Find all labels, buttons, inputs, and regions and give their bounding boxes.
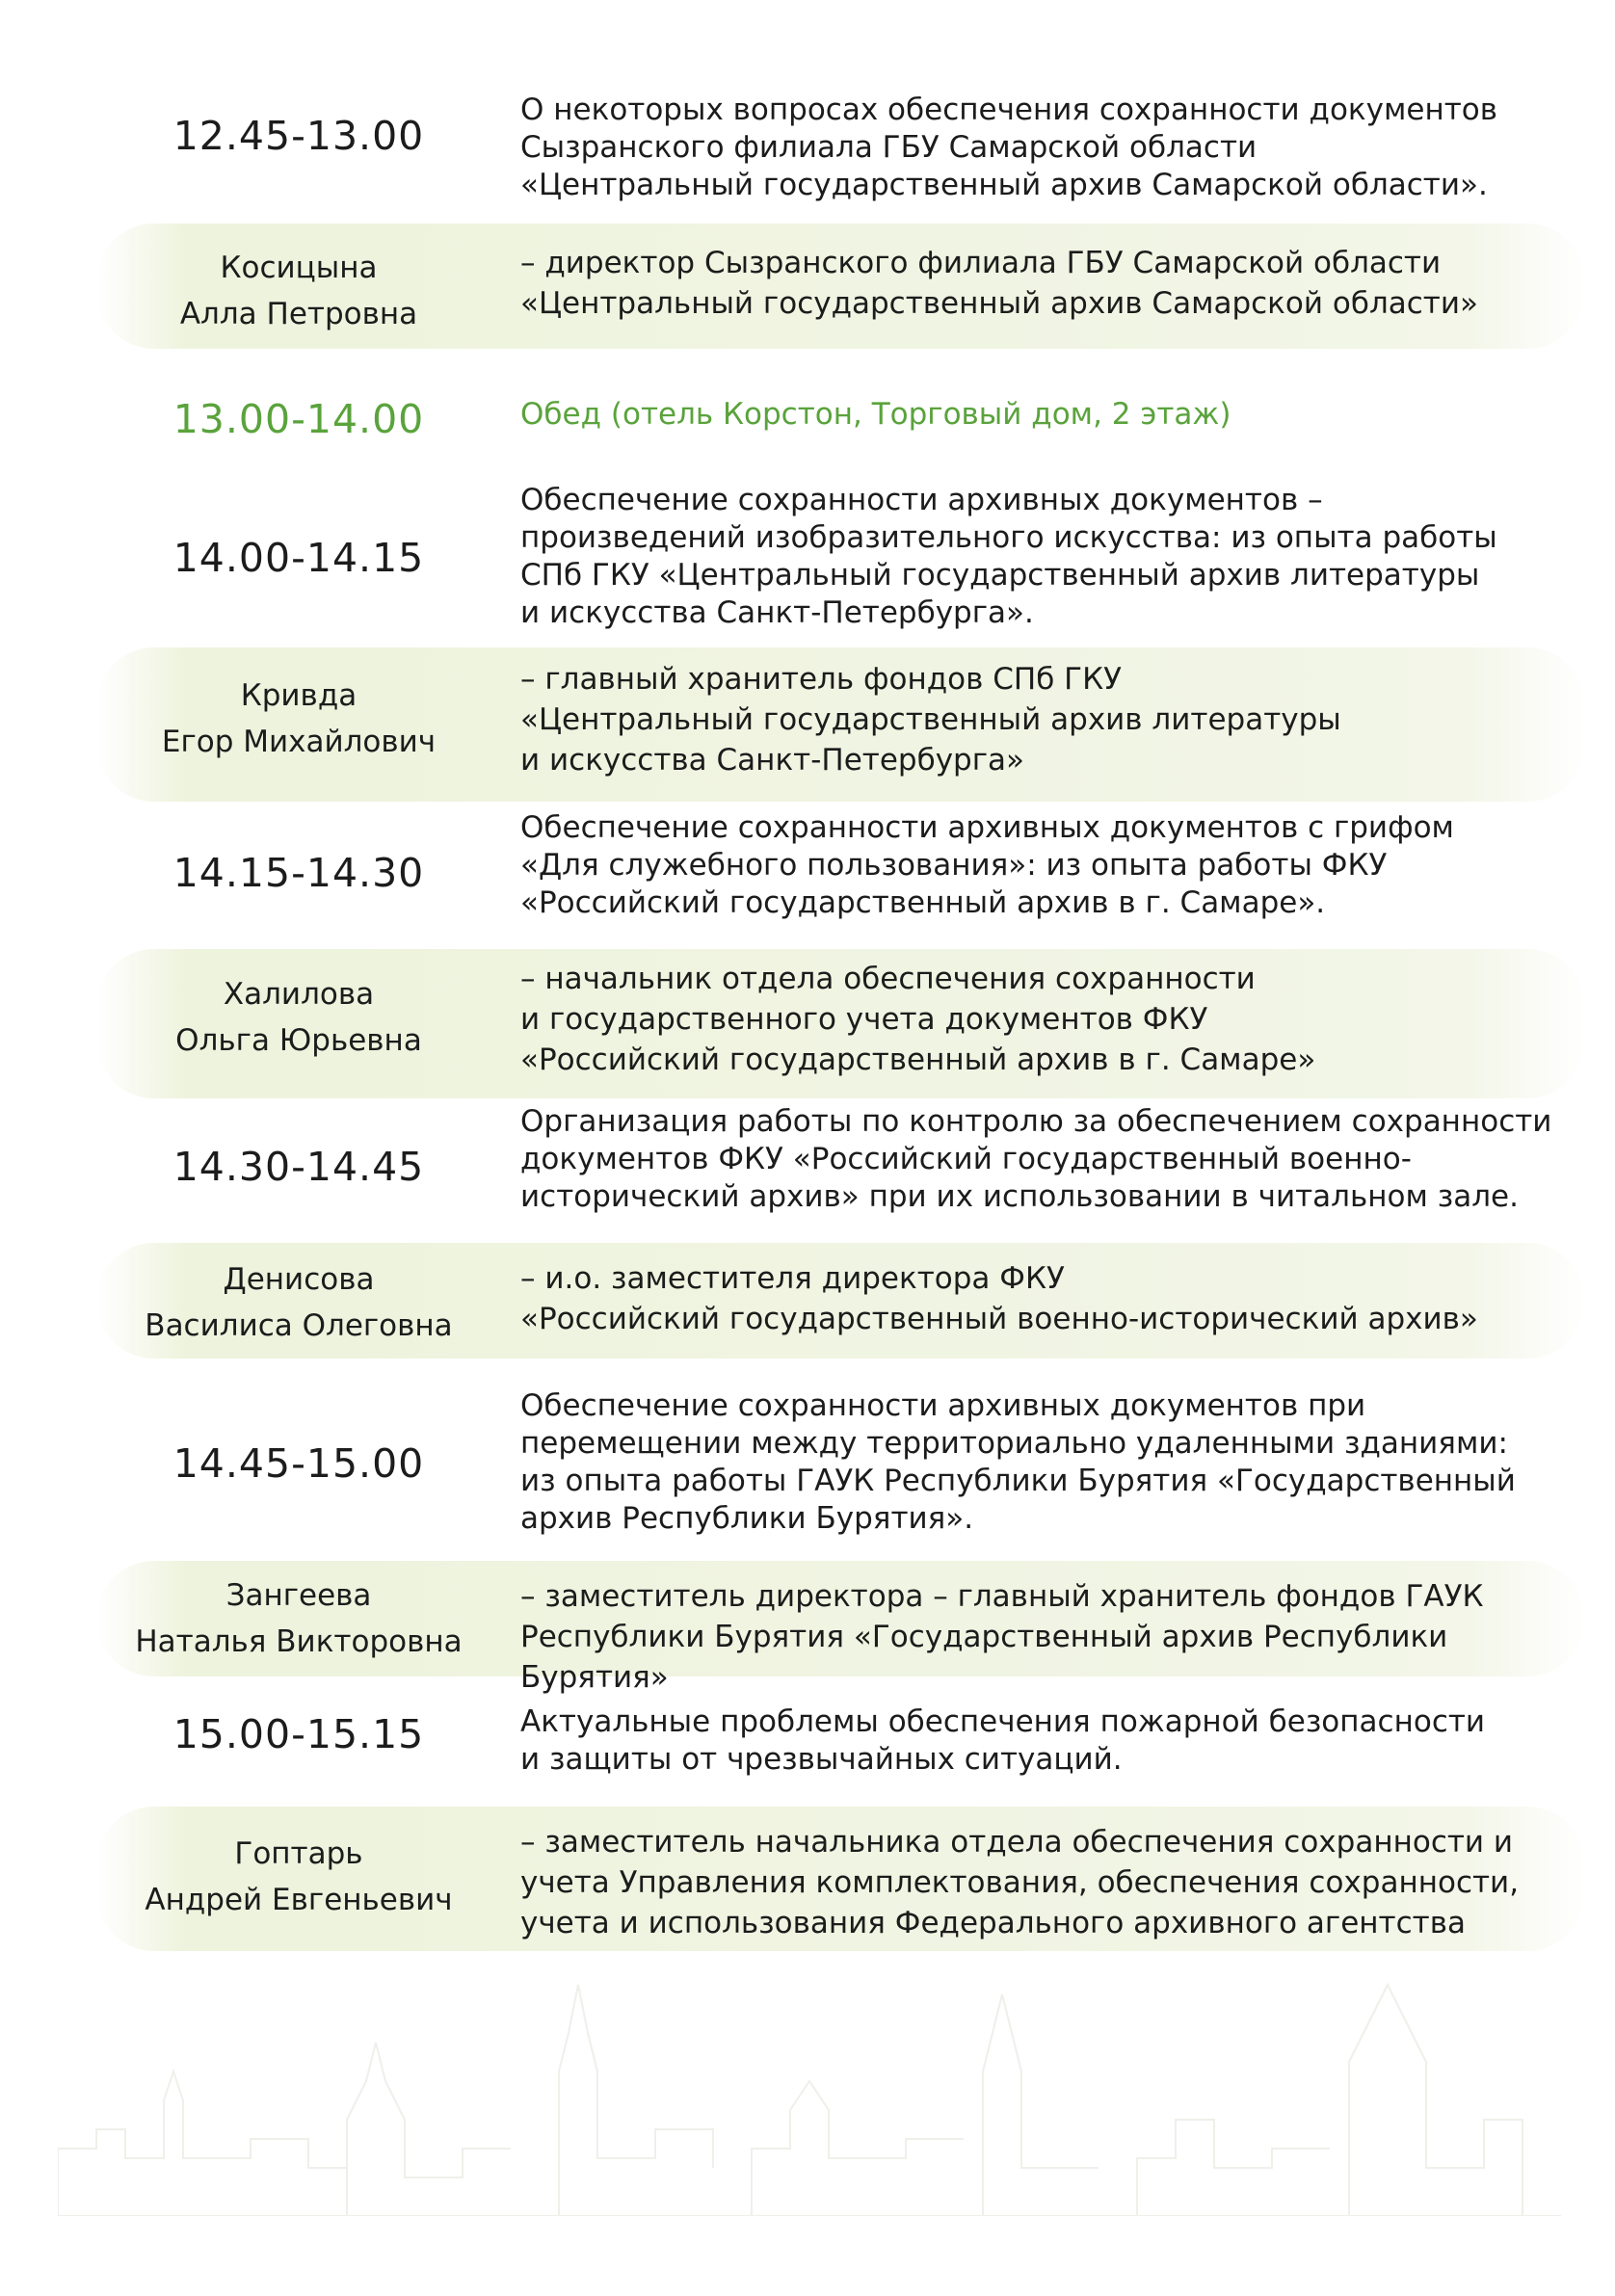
text-line: учета Управления комплектования, обеспечения сохранности, [520,1865,1520,1900]
text-line: Обеспечение сохранности архивных документов – [520,483,1323,517]
text-line: и искусства Санкт-Петербурга». [520,595,1034,630]
speaker-position [520,1576,1600,1698]
text-line: «Для служебного пользования»: из опыта работы ФКУ [520,848,1388,883]
speaker-surname: Халилова [223,977,375,1012]
text-line: и государственного учета документов ФКУ [520,1002,1208,1037]
speaker-position [520,659,1600,780]
schedule-row-talk [96,92,1585,226]
text-line: «Центральный государственный архив Самарской области». [520,168,1488,202]
text-line: Обеспечение сохранности архивных документов с грифом [520,810,1454,845]
time-slot: 14.15-14.30 [172,850,425,896]
speaker-given-name: Андрей Евгеньевич [145,1883,453,1917]
text-line: – заместитель начальника отдела обеспечения сохранности и [520,1825,1514,1860]
time-slot: 14.45-15.00 [172,1440,425,1487]
schedule-row-talk [96,1387,1585,1556]
break-description [520,396,1600,434]
text-line: произведений изобразительного искусства: из опыта работы [520,520,1497,555]
text-line: «Российский государственный военно-исторический архив» [520,1302,1478,1336]
speaker-surname: Косицына [220,251,378,285]
text-line: Республики Бурятия «Государственный архив Республики Бурятия» [520,1620,1448,1695]
text-line: Сызранского филиала ГБУ Самарской области [520,130,1258,165]
text-line: – директор Сызранского филиала ГБУ Самарской области [520,246,1442,280]
speaker-name [125,673,472,765]
speaker-position [520,959,1600,1080]
time-slot: 14.00-14.15 [172,535,425,581]
text-line: О некоторых вопросах обеспечения сохранности документов [520,92,1498,127]
speaker-position [520,1258,1600,1339]
schedule-row-speaker [96,224,1585,349]
speaker-given-name: Алла Петровна [179,297,418,331]
time-slot: 12.45-13.00 [172,113,425,159]
speaker-name [125,1256,472,1349]
talk-description [520,92,1600,204]
speaker-name [125,1831,472,1923]
talk-description [520,1103,1600,1216]
speaker-position [520,243,1600,324]
speaker-surname: Зангеева [225,1578,372,1613]
speaker-given-name: Егор Михайлович [161,725,437,759]
speaker-surname: Денисова [223,1262,375,1297]
schedule-row-speaker [96,1243,1585,1359]
time-slot: 15.00-15.15 [172,1711,425,1757]
speaker-surname: Гоптарь [234,1836,363,1871]
text-line: – начальник отдела обеспечения сохранности [520,962,1256,996]
text-line: Организация работы по контролю за обеспечением сохранности [520,1104,1552,1139]
text-line: перемещении между территориально удаленными зданиями: [520,1426,1508,1461]
text-line: – и.о. заместителя директора ФКУ [520,1261,1065,1296]
text-line: архив Республики Бурятия». [520,1501,974,1536]
text-line: – заместитель директора – главный хранитель фондов ГАУК [520,1579,1484,1614]
talk-description [520,482,1600,632]
talk-description [520,809,1600,922]
speaker-name [125,1572,472,1665]
schedule-row-talk [96,482,1585,650]
speaker-given-name: Наталья Викторовна [135,1624,463,1659]
schedule-row-speaker [96,1561,1585,1695]
text-line: документов ФКУ «Российский государственный военно- [520,1142,1412,1176]
text-line: – главный хранитель фондов СПб ГКУ [520,662,1122,697]
text-line: «Центральный государственный архив Самарской области» [520,286,1478,321]
text-line: исторический архив» при их использовании в читальном зале. [520,1179,1519,1214]
schedule-row-talk [96,1103,1585,1233]
text-line: и защиты от чрезвычайных ситуаций. [520,1742,1123,1777]
text-line: «Российский государственный архив в г. Самаре» [520,1042,1316,1077]
schedule-row-talk [96,809,1585,944]
schedule-row-talk [96,1703,1585,1800]
speaker-given-name: Василиса Олеговна [145,1308,453,1343]
text-line: и искусства Санкт-Петербурга» [520,743,1024,778]
speaker-position [520,1822,1600,1943]
schedule-row-speaker [96,949,1585,1098]
talk-description [520,1703,1600,1779]
text-line: «Центральный государственный архив литературы [520,702,1341,737]
text-line: Актуальные проблемы обеспечения пожарной безопасности [520,1704,1486,1739]
speaker-name [125,971,472,1064]
talk-description [520,1387,1600,1538]
speaker-surname: Кривда [240,678,357,713]
speaker-name [125,245,472,337]
schedule-row-speaker [96,647,1585,802]
text-line: «Российский государственный архив в г. Самаре». [520,885,1326,920]
break-time-slot: 13.00-14.00 [172,396,425,442]
text-line: Обеспечение сохранности архивных документов при [520,1388,1366,1423]
text-line: из опыта работы ГАУК Республики Бурятия «Государственный [520,1464,1516,1498]
text-line: Обед (отель Корстон, Торговый дом, 2 этаж) [520,397,1231,432]
schedule-row-break [96,390,1585,448]
speaker-given-name: Ольга Юрьевна [175,1023,422,1058]
time-slot: 14.30-14.45 [172,1144,425,1190]
text-line: учета и использования Федерального архивного агентства [520,1906,1466,1940]
text-line: СПб ГКУ «Центральный государственный архив литературы [520,558,1480,593]
kremlin-skyline-watermark [58,1927,1561,2216]
